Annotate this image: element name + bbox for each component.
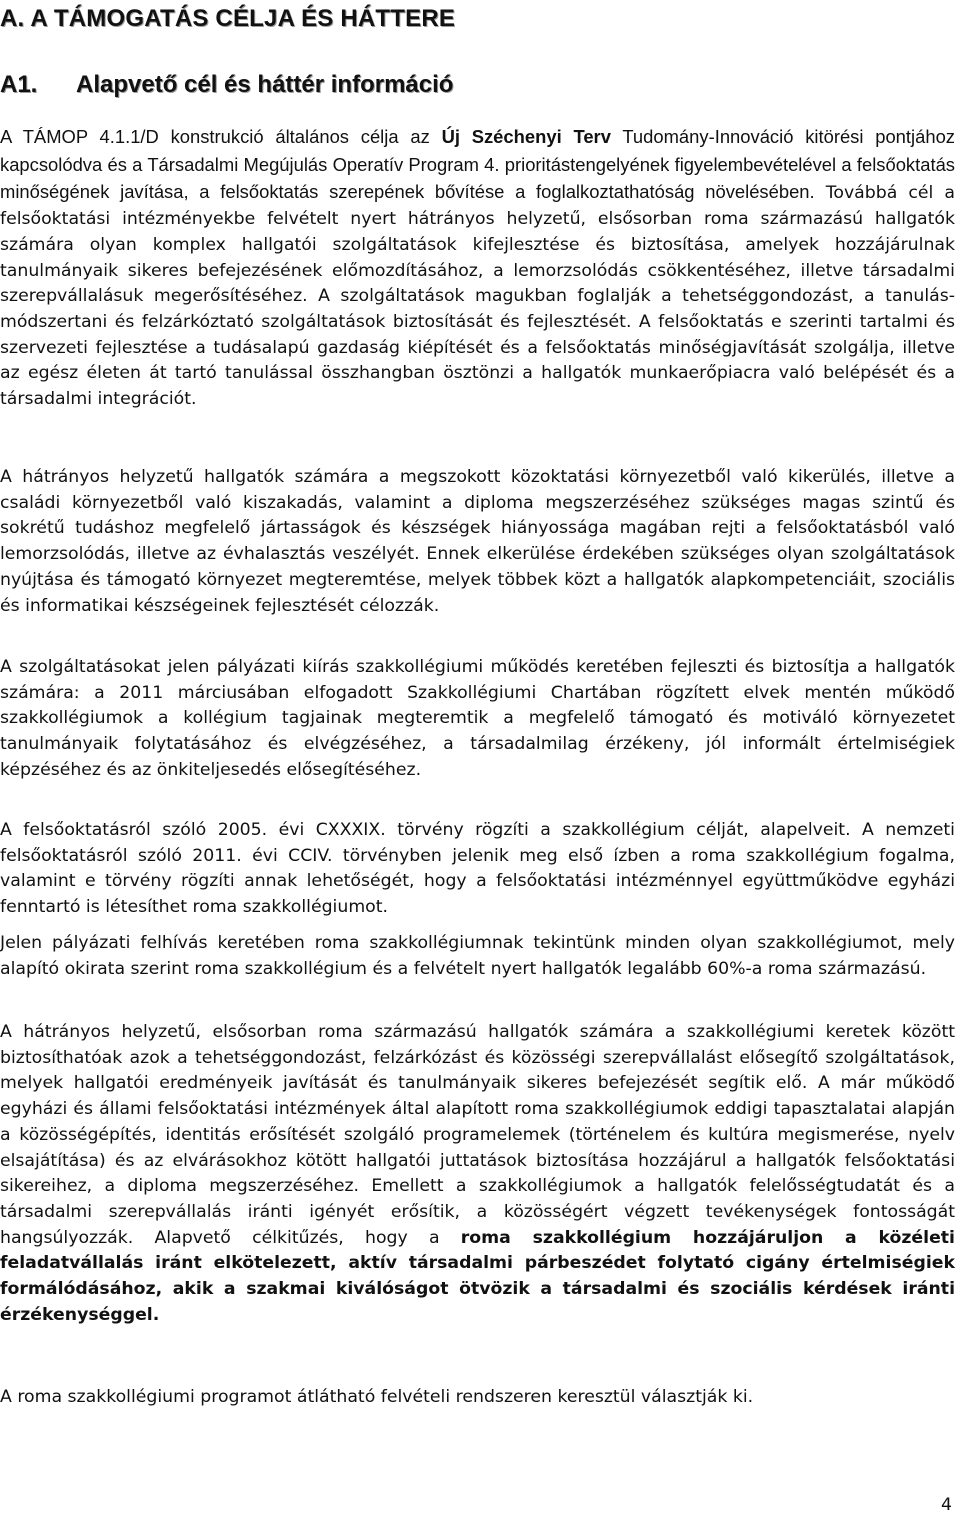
subsection-title: Alapvető cél és háttér információ	[76, 71, 454, 98]
paragraph-legislation: A felsőoktatásról szóló 2005. évi CXXXIX. törvény rögzíti a szakkollégium célját, alapelveit. A nemzeti felsőoktatásról szóló 2011. évi CCIV. törvényben jelenik meg első ízben a roma szakkollégium fogalma, valamint e törvény rögzíti annak lehetőségét, hogy a felsőoktatási intézménnyel együttműködve egyházi fenntartó is létesíthet roma szakkollégiumot.	[0, 820, 955, 918]
paragraph-goals	[0, 1020, 955, 1328]
objective-text-2: Tudomány-Innováció kitörési pontjához kapcsolódva és a Társadalmi Megújulás Operatív Program 4. prioritástengelyének figyelembevételével a felsőoktatás minőségének javítása, a felsőoktatás szerepének bővítése a foglalkoztathatóság növelésében.	[0, 126, 955, 203]
subsection-number: A1.	[0, 71, 38, 98]
objective-text-emphasis: Új Széchenyi Terv	[441, 126, 611, 147]
goals-text-emphasis: roma szakkollégium hozzájáruljon a közéleti feladatvállalás iránt elkötelezett, aktív társadalmi párbeszédet folytató cigány értelmiségiek formálódásához, akik a szakmai kiválóságot ötvözik a társadalmi és szociális kérdések iránti érzékenységgel.	[0, 1227, 955, 1325]
section-title: A. A TÁMOGATÁS CÉLJA ÉS HÁTTERE	[0, 5, 456, 32]
paragraph-selection: A roma szakkollégiumi programot átlátható felvételi rendszeren keresztül választják ki.	[0, 1387, 754, 1407]
paragraph-objective	[0, 124, 955, 413]
subsection-heading	[0, 71, 453, 99]
paragraph-objective-lead	[0, 126, 955, 202]
objective-text-3: Továbbá cél a felsőoktatási intézményekbe felvételt nyert hátrányos helyzetű, elsősorban roma származású hallgatók számára olyan komplex hallgatói szolgáltatások kifejlesztése és biztosítása, amelyek hozzájárulnak tanulmányaik sikeres befejezésének előmozdításához, a lemorzsolódás csökkentéséhez, illetve társadalmi szerepvállalásuk megerősítéséhez. A szolgáltatások magukban foglalják a tehetséggondozást, a tanulás-módszertani és felzárkóztató szolgáltatások biztosítását és fejlesztését. A felsőoktatás e szerinti tartalmi és szervezeti fejlesztése a tudásalapú gazdaság kiépítését és a felsőoktatás minőségjavítását szolgálja, illetve az egész életen át tartó tanulással összhangban ösztönzi a hallgatók munkaerőpiacra való belépését és a társadalmi integrációt.	[0, 183, 955, 410]
paragraph-definition: Jelen pályázati felhívás keretében roma szakkollégiumnak tekintünk minden olyan szakkollégiumot, mely alapító okirata szerint roma szakkollégium és a felvételt nyert hallgatók legalább 60%-a roma származású.	[0, 933, 955, 979]
paragraph-disadvantaged: A hátrányos helyzetű hallgatók számára a megszokott közoktatási környezetből való kikerülés, illetve a családi környezetből való kiszakadás, valamint a diploma megszerzéséhez szükséges magas szintű és sokrétű tudáshoz megfelelő jártasságok és készségek hiányossága magában rejti a felsőoktatásból való lemorzsolódás, illetve az évhalasztás veszélyét. Ennek elkerülése érdekében szükséges olyan szolgáltatások nyújtása és támogató környezet megteremtése, melyek többek közt a hallgatók alapkompetenciáit, szociális és informatikai készségeinek fejlesztését célozzák.	[0, 467, 955, 616]
goals-text: A hátrányos helyzetű, elsősorban roma származású hallgatók számára a szakkollégiumi keretek között biztosíthatóak azok a tehetséggondozást, felzárkózást és közösségi szerepvállalást elősegítő szolgáltatások, melyek hallgatói eredményeik javítását és tanulmányaik sikeres befejezését segítik elő. A már működő egyházi és állami felsőoktatási intézmények által alapított roma szakkollégiumok eddigi tapasztalatai alapján a közösségépítés, identitás erősítését szolgáló programelemek (történelem és kultúra megismerése, nyelv elsajátítása) és az elvárásokhoz kötött hallgatói juttatások biztosítása hozzájárul a hallgatók felsőoktatási sikereihez, a diploma megszerzéséhez. Emellett a szakkollégiumok a hallgatók felelősségtudatát és a társadalmi szerepvállalás iránti igényét erősítik, a közösségért végzett tevékenységek fontosságát hangsúlyozzák. Alapvető célkitűzés, hogy a	[0, 1022, 955, 1248]
page-number: 4	[941, 1495, 952, 1515]
paragraph-services: A szolgáltatásokat jelen pályázati kiírás szakkollégiumi működés keretében fejleszti és biztosítja a hallgatók számára: a 2011 márciusában elfogadott Szakkollégiumi Chartában rögzített elvek mentén működő szakkollégiumok a kollégium tagjainak megteremtik a megfelelő támogató és motiváló környezetet tanulmányaik folytatásához és elvégzéséhez, a társadalmilag érzékeny, jól informált értelmiségiek képzéséhez és az önkiteljesedés elősegítéséhez.	[0, 657, 955, 780]
objective-text-1: A TÁMOP 4.1.1/D konstrukció általános célja az	[0, 126, 442, 147]
